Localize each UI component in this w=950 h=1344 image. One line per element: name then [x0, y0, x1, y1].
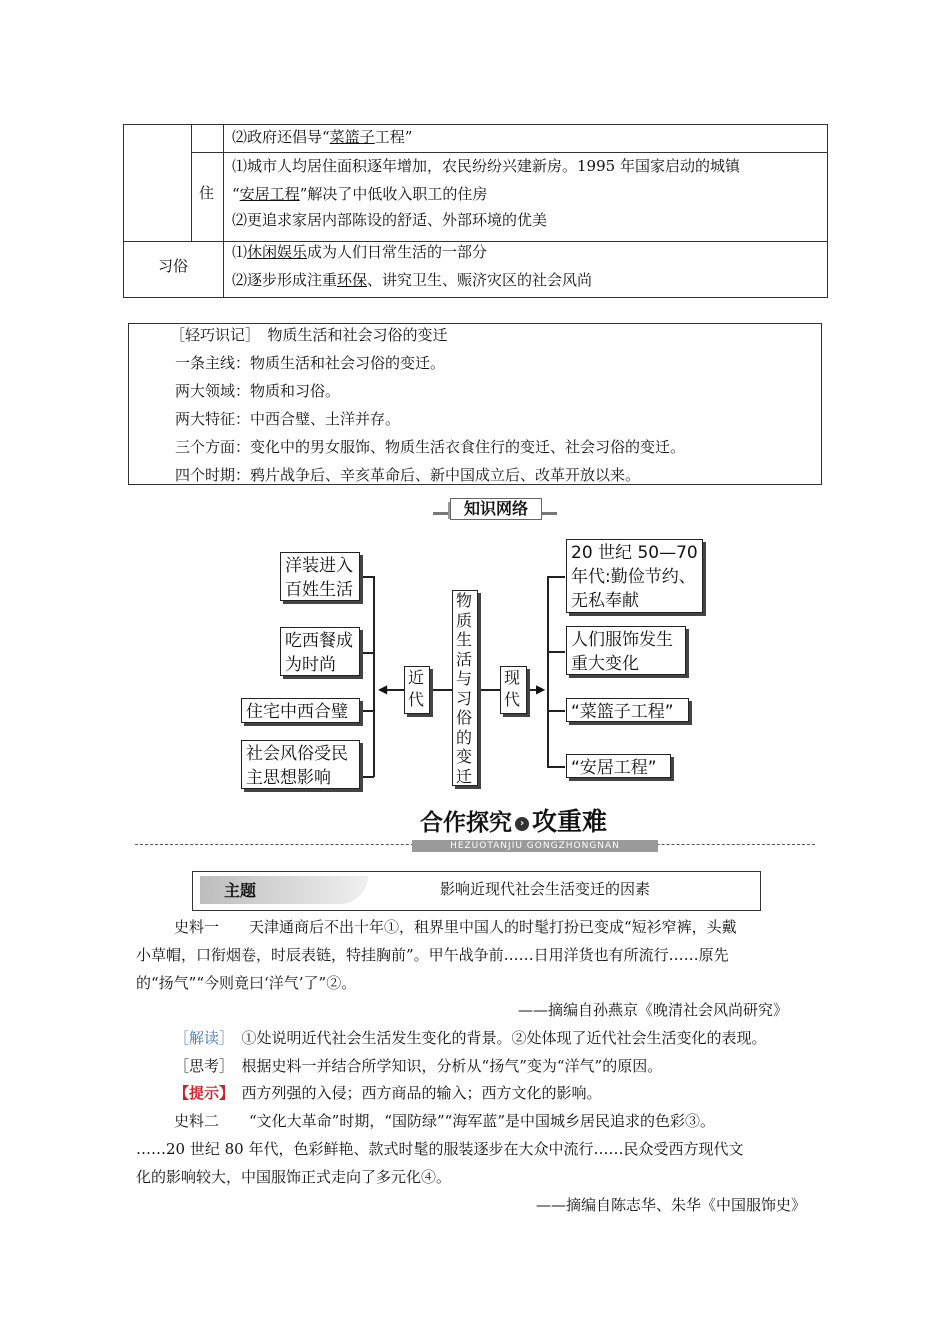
memory-line: 一条主线：物质生活和社会习俗的变迁。 [175, 354, 446, 372]
arrow-right-icon: ▶ [536, 682, 546, 696]
section-banner-title: 合作探究 › 攻重难 [420, 807, 608, 836]
table-housing-1b: “安居工程”解决了中低收入职工的住房 [232, 185, 488, 203]
mindmap-left-node: 吃西餐成 为时尚 [280, 627, 360, 676]
mindmap-hub-modern-early: 近代 [404, 666, 430, 714]
source1-line: 小草帽，口衔烟卷，时辰表链，特挂胸前”。甲午战争前……日用洋货也有所流行……原先 [136, 946, 729, 964]
topic-label: 主题 [224, 881, 257, 900]
arrow-left-icon: ◀ [378, 682, 388, 696]
topic-text: 影响近现代社会生活变迁的因素 [440, 880, 651, 898]
memory-line: 两大特征：中西合璧、土洋并存。 [175, 410, 401, 428]
mindmap-left-node: 洋装进入 百姓生活 [280, 552, 360, 601]
network-title: 知识网络 [450, 498, 542, 520]
source1-interpretation: ［解读］ ①处说明近代社会生活发生变化的背景。②处体现了近代社会生活变化的表现。 [174, 1029, 767, 1047]
memory-tips-box [128, 323, 822, 485]
table-customs-2: ⑵逐步形成注重环保、讲究卫生、赈济灾区的社会风尚 [232, 271, 593, 289]
mindmap-right-node: 人们服饰发生 重大变化 [566, 626, 686, 675]
mindmap-hub-contemporary: 现代 [500, 666, 527, 714]
memory-line: 四个时期：鸦片战争后、辛亥革命后、新中国成立后、改革开放以来。 [175, 466, 641, 484]
source2-line: 史料二 “文化大革命”时期，“国防绿”“海军蓝”是中国城乡居民追求的色彩③。 [174, 1112, 716, 1130]
table-row-government: ⑵政府还倡导“菜篮子工程” [232, 128, 413, 146]
table-label-customs: 习俗 [158, 257, 189, 275]
source2-citation: ——摘编自陈志华、朱华《中国服饰史》 [536, 1196, 807, 1214]
mindmap-left-node: 社会风俗受民 主思想影响 [241, 740, 360, 789]
banner-arrow-icon: › [515, 817, 529, 831]
section-banner-subtitle: HEZUOTANJIU GONGZHONGNAN [412, 840, 658, 852]
source1-line: 的“扬气”“今则竟曰‘洋气’了”②。 [136, 974, 357, 992]
table-customs-1: ⑴休闲娱乐成为人们日常生活的一部分 [232, 243, 488, 261]
memory-tips-title: ［轻巧识记］ 物质生活和社会习俗的变迁 [170, 326, 448, 344]
source1-hint: 【提示】 西方列强的入侵；西方商品的输入；西方文化的影响。 [174, 1084, 602, 1102]
table-label-housing: 住 [199, 184, 215, 202]
mindmap-left-node: 住宅中西合璧 [241, 698, 360, 723]
mindmap-right-node: 20 世纪 50—70 年代:勤俭节约、 无私奉献 [566, 539, 703, 613]
mindmap-right-node: “安居工程” [566, 754, 671, 778]
source1-citation: ——摘编自孙燕京《晚清社会风尚研究》 [518, 1001, 789, 1019]
mindmap-center-node: 物质生活与习俗的变迁 [452, 590, 478, 786]
memory-line: 两大领域：物质和习俗。 [175, 382, 341, 400]
source2-line: ……20 世纪 80 年代，色彩鲜艳、款式时髦的服装逐步在大众中流行……民众受西方现代文 [136, 1140, 744, 1158]
memory-line: 三个方面：变化中的男女服饰、物质生活衣食住行的变迁、社会习俗的变迁。 [175, 438, 686, 456]
mindmap-right-node: “菜篮子工程” [566, 698, 689, 722]
source1-question: ［思考］ 根据史料一并结合所学知识，分析从“扬气”变为“洋气”的原因。 [174, 1057, 663, 1075]
source1-line: 史料一 天津通商后不出十年①，租界里中国人的时髦打扮已变成“短衫窄裤，头戴 [174, 918, 737, 936]
source2-line: 化的影响较大，中国服饰正式走向了多元化④。 [136, 1168, 452, 1186]
table-housing-2: ⑵更追求家居内部陈设的舒适、外部环境的优美 [232, 211, 548, 229]
table-housing-1a: ⑴城市人均居住面积逐年增加，农民纷纷兴建新房。1995 年国家启动的城镇 [232, 157, 740, 175]
